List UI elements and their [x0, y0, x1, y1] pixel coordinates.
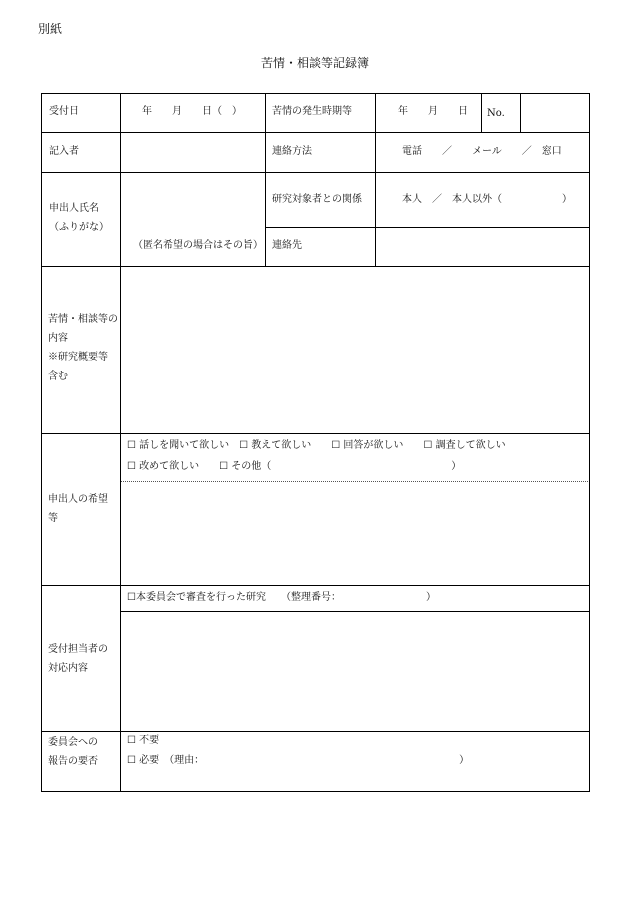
border-line [41, 93, 42, 792]
content-label-line: ※研究概要等 [48, 352, 108, 363]
contact-info-field[interactable] [377, 229, 588, 265]
border-line [41, 433, 590, 434]
border-line [520, 93, 521, 132]
border-line [120, 611, 590, 612]
response-content-field[interactable] [122, 613, 588, 730]
occurrence-period-label: 苦情の発生時期等 [272, 106, 352, 117]
report-label-line: 報告の要否 [48, 756, 98, 767]
response-label-line: 受付担当者の [48, 644, 108, 655]
recorder-field[interactable] [122, 134, 263, 170]
border-line [41, 266, 590, 267]
border-line [265, 93, 266, 266]
report-label [48, 733, 98, 771]
applicant-name-label: 申出人氏名 [49, 203, 99, 214]
dotted-divider [120, 481, 590, 482]
received-date-label: 受付日 [49, 106, 79, 117]
wishes-label [48, 490, 108, 528]
number-label: No. [487, 108, 505, 119]
response-label-line: 対応内容 [48, 663, 88, 674]
recorder-label: 記入者 [49, 146, 79, 157]
wishes-label-line: 申出人の希望 [48, 494, 108, 505]
number-field[interactable] [522, 95, 588, 131]
received-date-field[interactable]: 年 月 日（ ） [142, 106, 242, 117]
relation-label: 研究対象者との関係 [272, 194, 362, 205]
content-field[interactable] [122, 268, 588, 432]
wishes-label-line: 等 [48, 513, 58, 524]
report-label-line: 委員会への [48, 737, 98, 748]
border-line [41, 93, 590, 94]
border-line [265, 227, 590, 228]
contact-method-label: 連絡方法 [272, 146, 312, 157]
border-line [41, 172, 590, 173]
border-line [41, 132, 590, 133]
content-label-line: 苦情・相談等の [48, 314, 118, 325]
border-line [589, 93, 590, 792]
header-label: 別紙 [38, 22, 63, 36]
border-line [375, 93, 376, 266]
document-title: 苦情・相談等記録簿 [260, 56, 369, 70]
reviewed-research-checkbox[interactable]: ☐本委員会で審査を行った研究 （整理番号： ） [127, 592, 436, 603]
content-label-line: 含む [48, 371, 68, 382]
contact-info-label: 連絡先 [272, 240, 302, 251]
contact-method-options[interactable]: 電話 ／ メール ／ 窓口 [402, 146, 562, 157]
border-line [41, 585, 590, 586]
border-line [41, 791, 590, 792]
anonymous-note: （匿名希望の場合はその旨） [133, 240, 263, 251]
wishes-detail-field[interactable] [122, 484, 588, 584]
content-label [48, 310, 118, 386]
wishes-options-row-2[interactable]: ☐ 改めて欲しい ☐ その他（ ） [127, 461, 462, 472]
report-necessary-checkbox[interactable]: ☐ 必要 （理由： ） [127, 755, 470, 766]
applicant-name-field[interactable] [122, 174, 263, 234]
report-unnecessary-checkbox[interactable]: ☐ 不要 [127, 735, 160, 746]
border-line [481, 93, 482, 132]
occurrence-date-field[interactable]: 年 月 日 [398, 106, 468, 117]
border-line [120, 93, 121, 792]
content-label-line: 内容 [48, 333, 68, 344]
wishes-options-row-1[interactable]: ☐ 話しを聞いて欲しい ☐ 教えて欲しい ☐ 回答が欲しい ☐ 調査して欲しい [127, 440, 506, 451]
applicant-furigana-label: （ふりがな） [49, 222, 109, 233]
response-label [48, 640, 108, 678]
border-line [41, 731, 590, 732]
relation-options[interactable]: 本人 ／ 本人以外（ ） [402, 194, 572, 205]
